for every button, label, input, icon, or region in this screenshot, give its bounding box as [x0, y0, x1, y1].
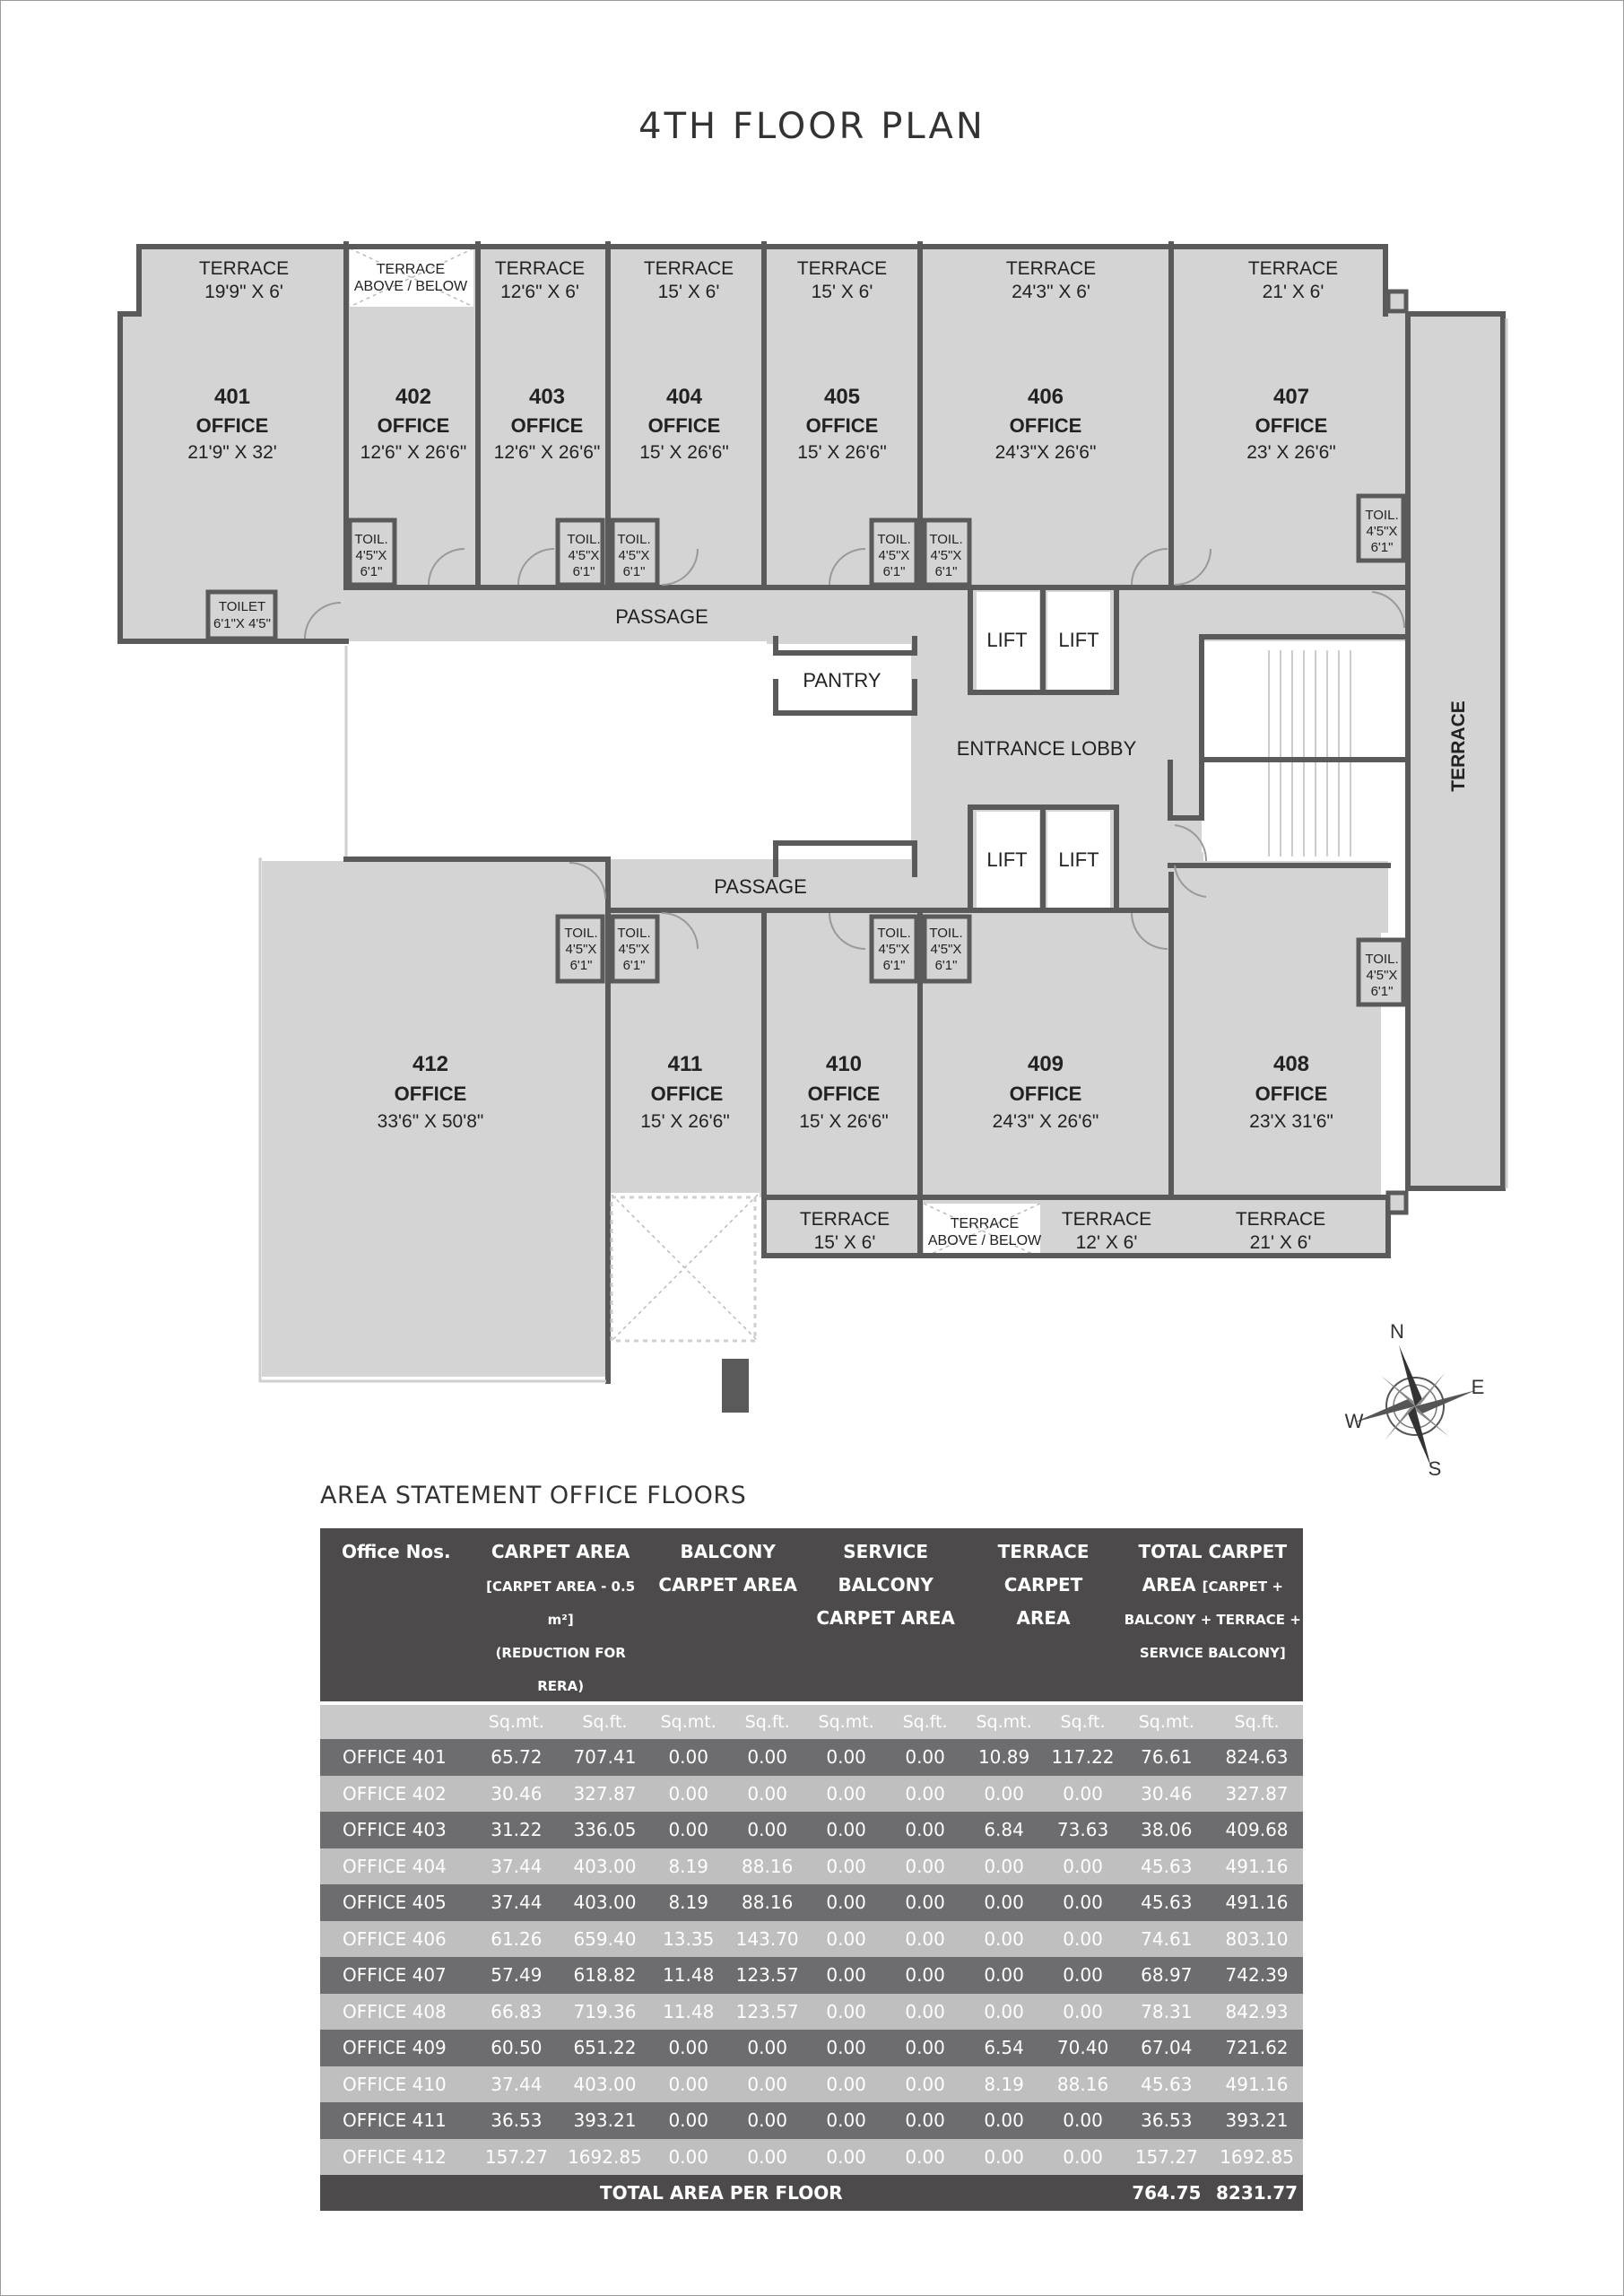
room-402-type: OFFICE [377, 414, 450, 437]
header-total: TOTAL CARPET AREA [CARPET + BALCONY + TERRACE + SERVICE BALCONY] [1123, 1528, 1303, 1703]
svg-text:4'5"X: 4'5"X [1366, 968, 1398, 983]
area-value: 0.00 [728, 1776, 807, 1813]
area-value: 742.39 [1211, 1957, 1303, 1994]
area-value: 0.00 [886, 1994, 965, 2031]
svg-text:TOIL.: TOIL. [567, 532, 601, 547]
terrace-size: 21' X 6' [1249, 1232, 1312, 1253]
area-value: 88.16 [1044, 2066, 1123, 2103]
header-service: SERVICE BALCONY CARPET AREA [807, 1528, 965, 1703]
room-409-size: 24'3" X 26'6" [992, 1111, 1099, 1132]
room-404-no: 404 [665, 385, 703, 409]
area-value: 618.82 [560, 1957, 649, 1994]
terrace-label: TERRACE [376, 262, 446, 277]
area-value: 143.70 [728, 1921, 807, 1958]
terrace-size: 21' X 6' [1262, 282, 1324, 302]
room-412-size: 33'6" X 50'8" [377, 1111, 484, 1132]
area-value: 38.06 [1123, 1812, 1211, 1848]
area-value: 707.41 [560, 1739, 649, 1776]
area-value: 0.00 [728, 1739, 807, 1776]
area-value: 157.27 [1123, 2139, 1211, 2176]
area-value: 8.19 [649, 1884, 728, 1921]
room-404-size: 15' X 26'6" [639, 442, 729, 463]
terrace-size: ABOVE / BELOW [353, 279, 468, 294]
area-value: 0.00 [965, 1884, 1044, 1921]
terrace-size: 15' X 6' [811, 282, 873, 302]
area-value: 403.00 [560, 1884, 649, 1921]
area-value: 0.00 [886, 2030, 965, 2066]
room-402-no: 402 [395, 385, 432, 409]
terrace-label: TERRACE [796, 258, 888, 279]
terrace-label: TERRACE [1235, 1209, 1326, 1230]
area-value: 45.63 [1123, 2066, 1211, 2103]
svg-text:TOIL.: TOIL. [929, 532, 963, 547]
area-value: 0.00 [886, 1921, 965, 1958]
area-value: 0.00 [1044, 1776, 1123, 1813]
area-value: 123.57 [728, 1957, 807, 1994]
area-value: 393.21 [1211, 2102, 1303, 2139]
area-value: 651.22 [560, 2030, 649, 2066]
area-value: 0.00 [807, 2102, 886, 2139]
room-411-size: 15' X 26'6" [640, 1111, 730, 1132]
area-value: 73.63 [1044, 1812, 1123, 1848]
table-row [320, 1739, 1303, 1776]
area-value: 37.44 [473, 1848, 561, 1885]
toilet-size: 6'1"X 4'5" [213, 616, 271, 631]
area-value: 0.00 [807, 1776, 886, 1813]
office-name: OFFICE 403 [320, 1812, 473, 1848]
room-410-no: 410 [825, 1052, 863, 1076]
area-value: 824.63 [1211, 1739, 1303, 1776]
svg-text:6'1": 6'1" [882, 564, 906, 579]
room-412-type: OFFICE [394, 1083, 467, 1105]
room-405-size: 15' X 26'6" [797, 442, 887, 463]
svg-text:6'1": 6'1" [934, 958, 958, 973]
room-406-size: 24'3"X 26'6" [994, 442, 1097, 463]
area-value: 0.00 [965, 1994, 1044, 2031]
terrace-size: 19'9" X 6' [204, 282, 283, 302]
area-value: 74.61 [1123, 1921, 1211, 1958]
room-407-no: 407 [1272, 385, 1310, 409]
terrace-size: ABOVE / BELOW [927, 1233, 1042, 1248]
svg-text:TOIL.: TOIL. [354, 532, 388, 547]
svg-text:TOIL.: TOIL. [1365, 952, 1399, 967]
area-value: 8.19 [649, 1848, 728, 1885]
area-value: 88.16 [728, 1884, 807, 1921]
room-408-no: 408 [1272, 1052, 1310, 1076]
table-row [320, 1848, 1303, 1885]
area-value: 65.72 [473, 1739, 561, 1776]
area-value: 88.16 [728, 1848, 807, 1885]
area-value: 0.00 [965, 1921, 1044, 1958]
area-value: 0.00 [807, 2066, 886, 2103]
area-value: 0.00 [1044, 2139, 1123, 2176]
area-value: 0.00 [886, 1884, 965, 1921]
area-value: 0.00 [728, 2139, 807, 2176]
area-value: 67.04 [1123, 2030, 1211, 2066]
area-value: 327.87 [1211, 1776, 1303, 1813]
office-name: OFFICE 407 [320, 1957, 473, 1994]
svg-text:TOIL.: TOIL. [617, 532, 651, 547]
svg-text:6'1": 6'1" [622, 564, 646, 579]
room-404-type: OFFICE [647, 414, 721, 437]
office-name: OFFICE 401 [320, 1739, 473, 1776]
table-row [320, 2139, 1303, 2176]
area-value: 719.36 [560, 1994, 649, 2031]
room-401-size: 21'9" X 32' [187, 442, 277, 463]
svg-text:4'5"X: 4'5"X [618, 942, 650, 957]
svg-text:TOIL.: TOIL. [564, 926, 598, 941]
area-value: 0.00 [965, 1848, 1044, 1885]
office-name: OFFICE 410 [320, 2066, 473, 2103]
area-value: 0.00 [886, 1812, 965, 1848]
table-row [320, 1921, 1303, 1958]
area-value: 0.00 [807, 1812, 886, 1848]
office-name: OFFICE 412 [320, 2139, 473, 2176]
svg-text:4'5"X: 4'5"X [565, 942, 597, 957]
area-value: 45.63 [1123, 1848, 1211, 1885]
area-value: 8.19 [965, 2066, 1044, 2103]
area-value: 403.00 [560, 1848, 649, 1885]
area-value: 0.00 [728, 2066, 807, 2103]
header-office: Office Nos. [320, 1528, 473, 1703]
terrace-label: TERRACE [1247, 258, 1339, 279]
svg-text:4'5"X: 4'5"X [878, 942, 910, 957]
area-value: 0.00 [728, 2102, 807, 2139]
terrace-label: TERRACE [494, 258, 586, 279]
room-407-size: 23' X 26'6" [1246, 442, 1336, 463]
area-value: 0.00 [649, 2066, 728, 2103]
area-value: 0.00 [965, 2139, 1044, 2176]
terrace-size: 12'6" X 6' [500, 282, 579, 302]
room-406-no: 406 [1027, 385, 1064, 409]
table-row [320, 1994, 1303, 2031]
svg-text:6'1": 6'1" [622, 958, 646, 973]
svg-text:6'1": 6'1" [1370, 540, 1394, 555]
area-value: 68.97 [1123, 1957, 1211, 1994]
area-value: 0.00 [807, 2030, 886, 2066]
area-value: 0.00 [1044, 1957, 1123, 1994]
svg-text:TOIL.: TOIL. [929, 926, 963, 941]
svg-text:6'1": 6'1" [882, 958, 906, 973]
svg-text:TOIL.: TOIL. [617, 926, 651, 941]
area-value: 10.89 [965, 1739, 1044, 1776]
area-value: 0.00 [965, 1776, 1044, 1813]
room-410-type: OFFICE [807, 1083, 881, 1105]
area-value: 0.00 [886, 1776, 965, 1813]
total-sqft: 8231.77 [1211, 2175, 1303, 2211]
office-name: OFFICE 405 [320, 1884, 473, 1921]
area-value: 37.44 [473, 1884, 561, 1921]
area-value: 0.00 [807, 1957, 886, 1994]
room-403-type: OFFICE [510, 414, 584, 437]
svg-text:4'5"X: 4'5"X [568, 548, 600, 563]
lift-label: LIFT [986, 848, 1028, 871]
room-409-no: 409 [1027, 1052, 1064, 1076]
area-value: 0.00 [649, 1739, 728, 1776]
svg-text:4'5"X: 4'5"X [618, 548, 650, 563]
header-terrace: TERRACE CARPET AREA [965, 1528, 1123, 1703]
area-value: 61.26 [473, 1921, 561, 1958]
office-name: OFFICE 408 [320, 1994, 473, 2031]
office-name: OFFICE 406 [320, 1921, 473, 1958]
area-value: 0.00 [886, 2102, 965, 2139]
office-name: OFFICE 402 [320, 1776, 473, 1813]
area-value: 0.00 [807, 1848, 886, 1885]
terrace-label: TERRACE [643, 258, 734, 279]
svg-text:TOIL.: TOIL. [877, 532, 911, 547]
area-value: 45.63 [1123, 1884, 1211, 1921]
area-value: 0.00 [1044, 1921, 1123, 1958]
room-405-no: 405 [823, 385, 861, 409]
table-row [320, 2066, 1303, 2103]
area-value: 721.62 [1211, 2030, 1303, 2066]
area-value: 0.00 [649, 2030, 728, 2066]
area-value: 0.00 [649, 2139, 728, 2176]
lift-label: LIFT [1058, 629, 1099, 651]
area-value: 491.16 [1211, 1848, 1303, 1885]
area-value: 0.00 [807, 2139, 886, 2176]
area-table [320, 1528, 1303, 2211]
total-label: TOTAL AREA PER FLOOR [320, 2175, 1123, 2211]
area-value: 0.00 [649, 1812, 728, 1848]
area-value: 659.40 [560, 1921, 649, 1958]
area-value: 409.68 [1211, 1812, 1303, 1848]
office-name: OFFICE 404 [320, 1848, 473, 1885]
area-value: 60.50 [473, 2030, 561, 2066]
area-value: 0.00 [1044, 1848, 1123, 1885]
area-value: 66.83 [473, 1994, 561, 2031]
table-row [320, 2102, 1303, 2139]
terrace-label: TERRACE [198, 258, 290, 279]
header-balcony: BALCONY CARPET AREA [649, 1528, 807, 1703]
page-title: 4TH FLOOR PLAN [638, 106, 986, 147]
table-row [320, 1957, 1303, 1994]
room-403-no: 403 [528, 385, 566, 409]
room-406-type: OFFICE [1009, 414, 1082, 437]
area-value: 1692.85 [560, 2139, 649, 2176]
svg-text:TOIL.: TOIL. [877, 926, 911, 941]
room-412-no: 412 [412, 1052, 449, 1076]
svg-text:6'1": 6'1" [572, 564, 595, 579]
area-value: 0.00 [1044, 1884, 1123, 1921]
compass-e: E [1471, 1376, 1485, 1398]
area-value: 491.16 [1211, 1884, 1303, 1921]
room-402-size: 12'6" X 26'6" [360, 442, 467, 463]
header-carpet: CARPET AREA [CARPET AREA - 0.5 m²] (REDUCTION FOR RERA) [473, 1528, 649, 1703]
area-value: 1692.85 [1211, 2139, 1303, 2176]
area-value: 57.49 [473, 1957, 561, 1994]
area-value: 30.46 [473, 1776, 561, 1813]
passage-label: PASSAGE [615, 605, 708, 628]
room-410-size: 15' X 26'6" [799, 1111, 889, 1132]
area-value: 0.00 [807, 1921, 886, 1958]
table-row [320, 1776, 1303, 1813]
area-value: 11.48 [649, 1994, 728, 2031]
svg-text:TOIL.: TOIL. [1365, 508, 1399, 523]
area-value: 0.00 [965, 1957, 1044, 1994]
table-body [320, 1739, 1303, 2175]
area-value: 37.44 [473, 2066, 561, 2103]
area-value: 842.93 [1211, 1994, 1303, 2031]
room-411-no: 411 [667, 1052, 703, 1076]
area-statement-title: AREA STATEMENT OFFICE FLOORS [320, 1482, 747, 1509]
area-value: 403.00 [560, 2066, 649, 2103]
area-value: 123.57 [728, 1994, 807, 2031]
area-value: 0.00 [807, 1884, 886, 1921]
area-value: 0.00 [649, 1776, 728, 1813]
area-value: 0.00 [886, 1739, 965, 1776]
terrace-size: 12' X 6' [1075, 1232, 1138, 1253]
area-value: 491.16 [1211, 2066, 1303, 2103]
svg-text:6'1": 6'1" [569, 958, 593, 973]
lobby-label: ENTRANCE LOBBY [956, 737, 1137, 760]
terrace-label: TERRACE [1005, 258, 1097, 279]
pantry-label: PANTRY [803, 669, 881, 691]
room-401-no: 401 [213, 385, 251, 409]
terrace-size: 15' X 6' [657, 282, 720, 302]
room-407-type: OFFICE [1255, 414, 1328, 437]
room-411-type: OFFICE [650, 1083, 724, 1105]
terrace-size: 24'3" X 6' [1012, 282, 1090, 302]
area-value: 11.48 [649, 1957, 728, 1994]
office-name: OFFICE 409 [320, 2030, 473, 2066]
area-value: 13.35 [649, 1921, 728, 1958]
terrace-label: TERRACE [950, 1216, 1020, 1231]
compass-n: N [1390, 1320, 1404, 1343]
area-value: 393.21 [560, 2102, 649, 2139]
room-405-type: OFFICE [805, 414, 879, 437]
area-value: 70.40 [1044, 2030, 1123, 2066]
svg-text:6'1": 6'1" [360, 564, 383, 579]
total-row [320, 2175, 1303, 2211]
terrace-label: TERRACE [799, 1209, 890, 1230]
svg-text:4'5"X: 4'5"X [930, 942, 962, 957]
room-408-type: OFFICE [1255, 1083, 1328, 1105]
total-sqmt: 764.75 [1123, 2175, 1211, 2211]
table-row [320, 2030, 1303, 2066]
area-value: 0.00 [965, 2102, 1044, 2139]
area-value: 78.31 [1123, 1994, 1211, 2031]
area-value: 36.53 [473, 2102, 561, 2139]
area-value: 0.00 [807, 1739, 886, 1776]
terrace-side-label: TERRACE [1448, 700, 1469, 792]
area-value: 0.00 [1044, 2102, 1123, 2139]
area-value: 0.00 [728, 2030, 807, 2066]
area-value: 117.22 [1044, 1739, 1123, 1776]
area-value: 6.54 [965, 2030, 1044, 2066]
table-row [320, 1812, 1303, 1848]
area-value: 0.00 [1044, 1994, 1123, 2031]
compass-s: S [1428, 1457, 1442, 1480]
area-value: 157.27 [473, 2139, 561, 2176]
area-value: 803.10 [1211, 1921, 1303, 1958]
area-value: 76.61 [1123, 1739, 1211, 1776]
area-value: 0.00 [807, 1994, 886, 2031]
room-409-type: OFFICE [1009, 1083, 1082, 1105]
area-value: 0.00 [886, 2139, 965, 2176]
area-value: 336.05 [560, 1812, 649, 1848]
table-row [320, 1884, 1303, 1921]
room-401-type: OFFICE [195, 414, 269, 437]
svg-text:6'1": 6'1" [1370, 984, 1394, 999]
passage-label: PASSAGE [714, 875, 807, 898]
svg-text:4'5"X: 4'5"X [1366, 524, 1398, 539]
area-value: 0.00 [886, 1957, 965, 1994]
terrace-label: TERRACE [1061, 1209, 1152, 1230]
office-name: OFFICE 411 [320, 2102, 473, 2139]
area-value: 31.22 [473, 1812, 561, 1848]
area-value: 0.00 [728, 1812, 807, 1848]
room-403-size: 12'6" X 26'6" [493, 442, 601, 463]
table-header [320, 1528, 1303, 1703]
area-value: 30.46 [1123, 1776, 1211, 1813]
room-408-size: 23'X 31'6" [1249, 1111, 1333, 1132]
area-value: 0.00 [886, 2066, 965, 2103]
toilet-label: TOILET [218, 599, 266, 614]
area-value: 0.00 [649, 2102, 728, 2139]
units-row: Sq.mt. Sq.ft. Sq.mt. Sq.ft. Sq.mt. Sq.ft. Sq.mt. Sq.ft. Sq.mt. Sq.ft. [320, 1703, 1303, 1739]
lift-label: LIFT [1058, 848, 1099, 871]
area-value: 327.87 [560, 1776, 649, 1813]
terrace-size: 15' X 6' [813, 1232, 876, 1253]
svg-text:6'1": 6'1" [934, 564, 958, 579]
svg-text:4'5"X: 4'5"X [930, 548, 962, 563]
lift-label: LIFT [986, 629, 1028, 651]
area-value: 0.00 [886, 1848, 965, 1885]
area-value: 6.84 [965, 1812, 1044, 1848]
svg-text:4'5"X: 4'5"X [355, 548, 387, 563]
compass-w: W [1344, 1410, 1364, 1432]
area-value: 36.53 [1123, 2102, 1211, 2139]
svg-text:4'5"X: 4'5"X [878, 548, 910, 563]
